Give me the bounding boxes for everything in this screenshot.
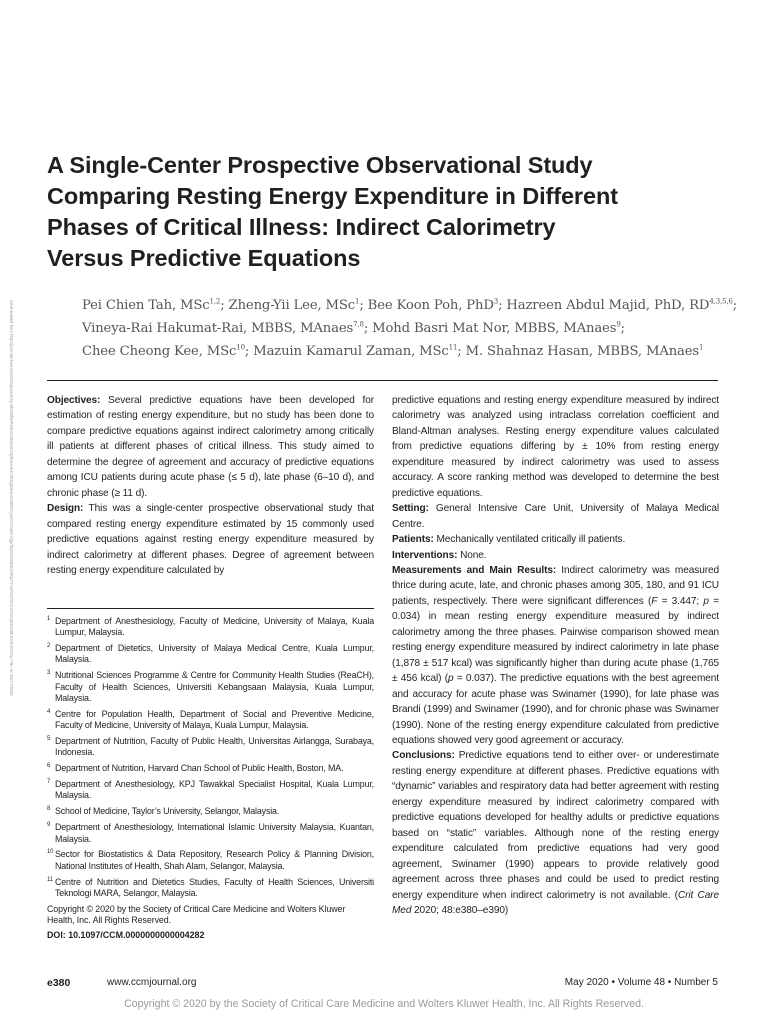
section-text: Predictive equations tend to either over- or underestimate resting energy expenditure at different phases. Predictive equations with “dynamic” variables and respiratory data had better agreement with resting energy expenditure measured by indirect calorimetry compared with predictive equations developed for healthy adults or predictive equations based on “static” variables. Although none of the resting energy expenditure calculated from predictive equations had very good agreement, Swinamer (1990) appears to provide relatively good agreement across three phases and could be used to predict resting energy expenditure when indirect calorimetry is not available. (: [392, 750, 719, 901]
affiliation-number: 1: [47, 616, 51, 622]
abstract-left-column: [47, 393, 374, 578]
affiliation-item: [47, 736, 374, 759]
author-name: ; Hazreen Abdul Majid, PhD, RD: [498, 298, 710, 313]
header-rule: [47, 380, 718, 381]
author-affil-ref: 7,8: [353, 320, 364, 329]
affiliation-item: [47, 763, 374, 774]
affiliation-number: 5: [47, 736, 51, 743]
affiliation-text: Centre for Population Health, Department of Social and Preventive Medicine, Faculty of Medicine, University of Malaya, Kuala Lumpur, Malaysia.: [55, 708, 374, 731]
title-line: A Single-Center Prospective Observational Study: [47, 152, 593, 178]
affiliation-number: 4: [47, 708, 51, 715]
affiliation-text: Department of Nutrition, Faculty of Public Health, Universitas Airlangga, Surabaya, Indonesia.: [55, 736, 374, 758]
section-label: Objectives:: [47, 395, 101, 406]
abstract-conclusions: [392, 748, 719, 918]
affiliation-text: Centre of Nutrition and Dietetics Studies, Faculty of Health Sciences, Universiti Teknologi MARA, Selangor, Malaysia.: [55, 876, 374, 898]
author-affil-ref: 11: [448, 343, 458, 352]
author-line: [82, 340, 732, 363]
affiliation-text: Department of Anesthesiology, KPJ Tawakkal Specialist Hospital, Kuala Lumpur, Malaysia.: [55, 779, 374, 801]
author-affil-ref: 1,2: [209, 297, 221, 306]
author-name: ; Mohd Basri Mat Nor, MBBS, MAnaes: [363, 321, 617, 336]
section-text: = 0.037). The predictive equations with the best agreement and accuracy for acute phase was Swinamer (1990), for late phase was Brandi (1999) and Swinamer (1990), and for chronic phase was Swinamer (1990). None of the resting energy expenditure calculated from predictive equations showed very good agreement or accuracy.: [392, 673, 719, 746]
affiliation-number: 6: [47, 763, 51, 770]
affiliation-item: [47, 670, 374, 704]
affiliation-text: School of Medicine, Taylor’s University, Selangor, Malaysia.: [55, 806, 280, 817]
author-affil-ref: 9: [616, 320, 621, 329]
section-text: This was a single-center prospective observational study that compared resting energy expenditure estimated by 15 commonly used predictive equations against resting energy expenditure measured by indirect calorimetry at different phases. Degree of agreement between resting energy expenditure calculated by: [47, 503, 374, 576]
journal-abbrev: Crit Care Med: [392, 889, 719, 916]
download-stamp: Downloaded from http://journals.lww.com/ccmjournal by BhDMf5ePHKav1zEoum1tQfN4a+kJLhEZgbsIHo4XMi0hCywCX1AWnYQp/IlQrHD3i3D0OdRyi7TvSFl4Cf3VC4/OAVpDDa8KKGKV0Ymy+78= on 04/17/2020: [9, 300, 14, 696]
affiliation-item: [47, 643, 374, 666]
author-separator: ;: [620, 321, 625, 336]
affiliation-text: Sector for Biostatistics & Data Repository, Research Policy & Planning Division, National Institutes of Health, Shah Alam, Selangor, Malaysia.: [55, 849, 374, 871]
affiliation-number: 9: [47, 822, 51, 829]
section-text: 2020; 48:e380–e390): [411, 904, 509, 916]
section-text: General Intensive Care Unit, University of Malaya Medical Centre.: [392, 503, 719, 530]
journal-url-link[interactable]: www.ccmjournal.org: [107, 977, 197, 988]
author-name: Chee Cheong Kee, MSc: [82, 344, 237, 359]
article-title: [47, 150, 737, 274]
section-label: Setting:: [392, 503, 429, 515]
section-text: None.: [460, 549, 487, 561]
issue-info: May 2020 • Volume 48 • Number 5: [564, 977, 718, 988]
author-affil-ref: 1: [699, 343, 704, 352]
stat-symbol: p: [447, 673, 454, 685]
author-name: Vineya-Rai Hakumat-Rai, MBBS, MAnaes: [82, 321, 354, 336]
author-line: [82, 317, 732, 340]
affiliation-number: 8: [47, 806, 51, 813]
author-name: ; Zheng-Yii Lee, MSc: [220, 298, 356, 313]
doi-link[interactable]: DOI: 10.1097/CCM.0000000000004282: [47, 930, 205, 941]
author-line: [82, 294, 738, 317]
affiliation-item: [47, 709, 374, 732]
affiliation-text: Department of Anesthesiology, International Islamic University Malaysia, Kuantan, Malaysia.: [55, 822, 374, 844]
section-text: = 3.447;: [657, 595, 704, 607]
stat-symbol: p: [703, 595, 709, 607]
abstract-setting: [392, 501, 719, 532]
author-name: ; M. Shahnaz Hasan, MBBS, MAnaes: [457, 344, 700, 359]
affiliation-number: 11: [47, 876, 53, 883]
abstract-objectives: [47, 393, 374, 501]
author-name: ; Bee Koon Poh, PhD: [359, 298, 494, 313]
author-separator: ;: [732, 298, 738, 313]
section-label: Interventions:: [392, 549, 458, 561]
section-label: Conclusions:: [392, 750, 455, 762]
affiliation-number: 2: [47, 643, 51, 650]
section-text: Several predictive equations have been developed for estimation of resting energy expenditure, but no study has been done to compare predictive equations against indirect calorimetry among critically ill patients at different phases of critical illness. This study aimed to determine the degree of agreement and accuracy of predictive equations among ICU patients during acute phase (≤ 5 d), late phase (6–10 d), and chronic phase (≥ 11 d).: [47, 395, 374, 499]
affiliation-number: 3: [47, 670, 51, 677]
stat-symbol: F: [651, 595, 658, 607]
page-number: e380: [47, 977, 71, 989]
author-affil-ref: 10: [236, 343, 245, 352]
affiliation-item: [47, 849, 374, 872]
section-label: Design:: [47, 503, 84, 515]
affiliation-text: Department of Dietetics, University of Malaya Medical Centre, Kuala Lumpur, Malaysia.: [55, 643, 374, 665]
affiliations-footnote: [47, 608, 374, 942]
affiliation-text: Nutritional Sciences Programme & Centre for Community Health Studies (ReaCH), Faculty of Health Sciences, Universiti Kebangsaan Malaysia, Kuala Lumpur, Malaysia.: [55, 670, 374, 703]
page-footer: [47, 977, 718, 995]
abstract-measurements: [392, 563, 719, 748]
author-name: Pei Chien Tah, MSc: [82, 298, 210, 313]
abstract-design: [47, 501, 374, 578]
section-text: = 0.034) in mean resting energy expenditure measured by indirect calorimetry among the three phases. Pairwise comparison showed mean resting energy expenditure measured by indirect calorimetry in late phase (1,878 ± 517 kcal) was significantly higher than during acute phase (1,765 ± 456 kcal) (: [392, 595, 719, 685]
affiliation-item: [47, 877, 374, 900]
author-name: ; Mazuin Kamarul Zaman, MSc: [244, 344, 449, 359]
abstract-interventions: [392, 548, 719, 563]
bottom-copyright: Copyright © 2020 by the Society of Critical Care Medicine and Wolters Kluwer Health, Inc. All Rights Reserved.: [124, 998, 644, 1010]
section-text: Mechanically ventilated critically ill patients.: [436, 534, 626, 546]
title-line: Comparing Resting Energy Expenditure in Different: [47, 183, 618, 209]
affiliation-text: Department of Anesthesiology, Faculty of Medicine, University of Malaya, Kuala Lumpur, Malaysia.: [55, 616, 374, 638]
abstract-right-column: [392, 393, 719, 918]
section-text: Indirect calorimetry was measured thrice during acute, late, and chronic phases among 305, 180, and 91 ICU patients, respectively. There were significant differences (: [392, 564, 719, 607]
affiliation-text: Department of Nutrition, Harvard Chan School of Public Health, Boston, MA.: [55, 763, 344, 774]
author-affil-ref: 3: [493, 297, 499, 306]
section-label: Measurements and Main Results:: [392, 564, 557, 576]
author-affil-ref: 1: [355, 297, 360, 306]
abstract-design-continued: predictive equations and resting energy expenditure measured by indirect calorimetry was analyzed using intraclass correlation coefficient and Bland-Altman analyses. Resting energy expenditure values calculated from predictive equations differing by ± 10% from resting energy expenditure measured by indirect calorimetry was used to assess accuracy. A score ranking method was developed to determine the best predictive equations.: [392, 395, 719, 499]
abstract-patients: [392, 532, 719, 547]
affiliation-item: [47, 806, 374, 817]
author-list: [82, 294, 738, 363]
author-affil-ref: 4,3,5,6: [709, 297, 733, 306]
affiliation-item: [47, 779, 374, 802]
section-label: Patients:: [392, 534, 434, 546]
affiliation-item: [47, 822, 374, 845]
affiliation-number: 10: [47, 849, 54, 856]
title-line: Phases of Critical Illness: Indirect Calorimetry: [47, 214, 556, 240]
title-line: Versus Predictive Equations: [47, 245, 361, 271]
copyright-notice: Copyright © 2020 by the Society of Critical Care Medicine and Wolters Kluwer Health, Inc. All Rights Reserved.: [47, 903, 346, 926]
affiliation-number: 7: [47, 779, 51, 786]
affiliation-item: [47, 616, 374, 639]
